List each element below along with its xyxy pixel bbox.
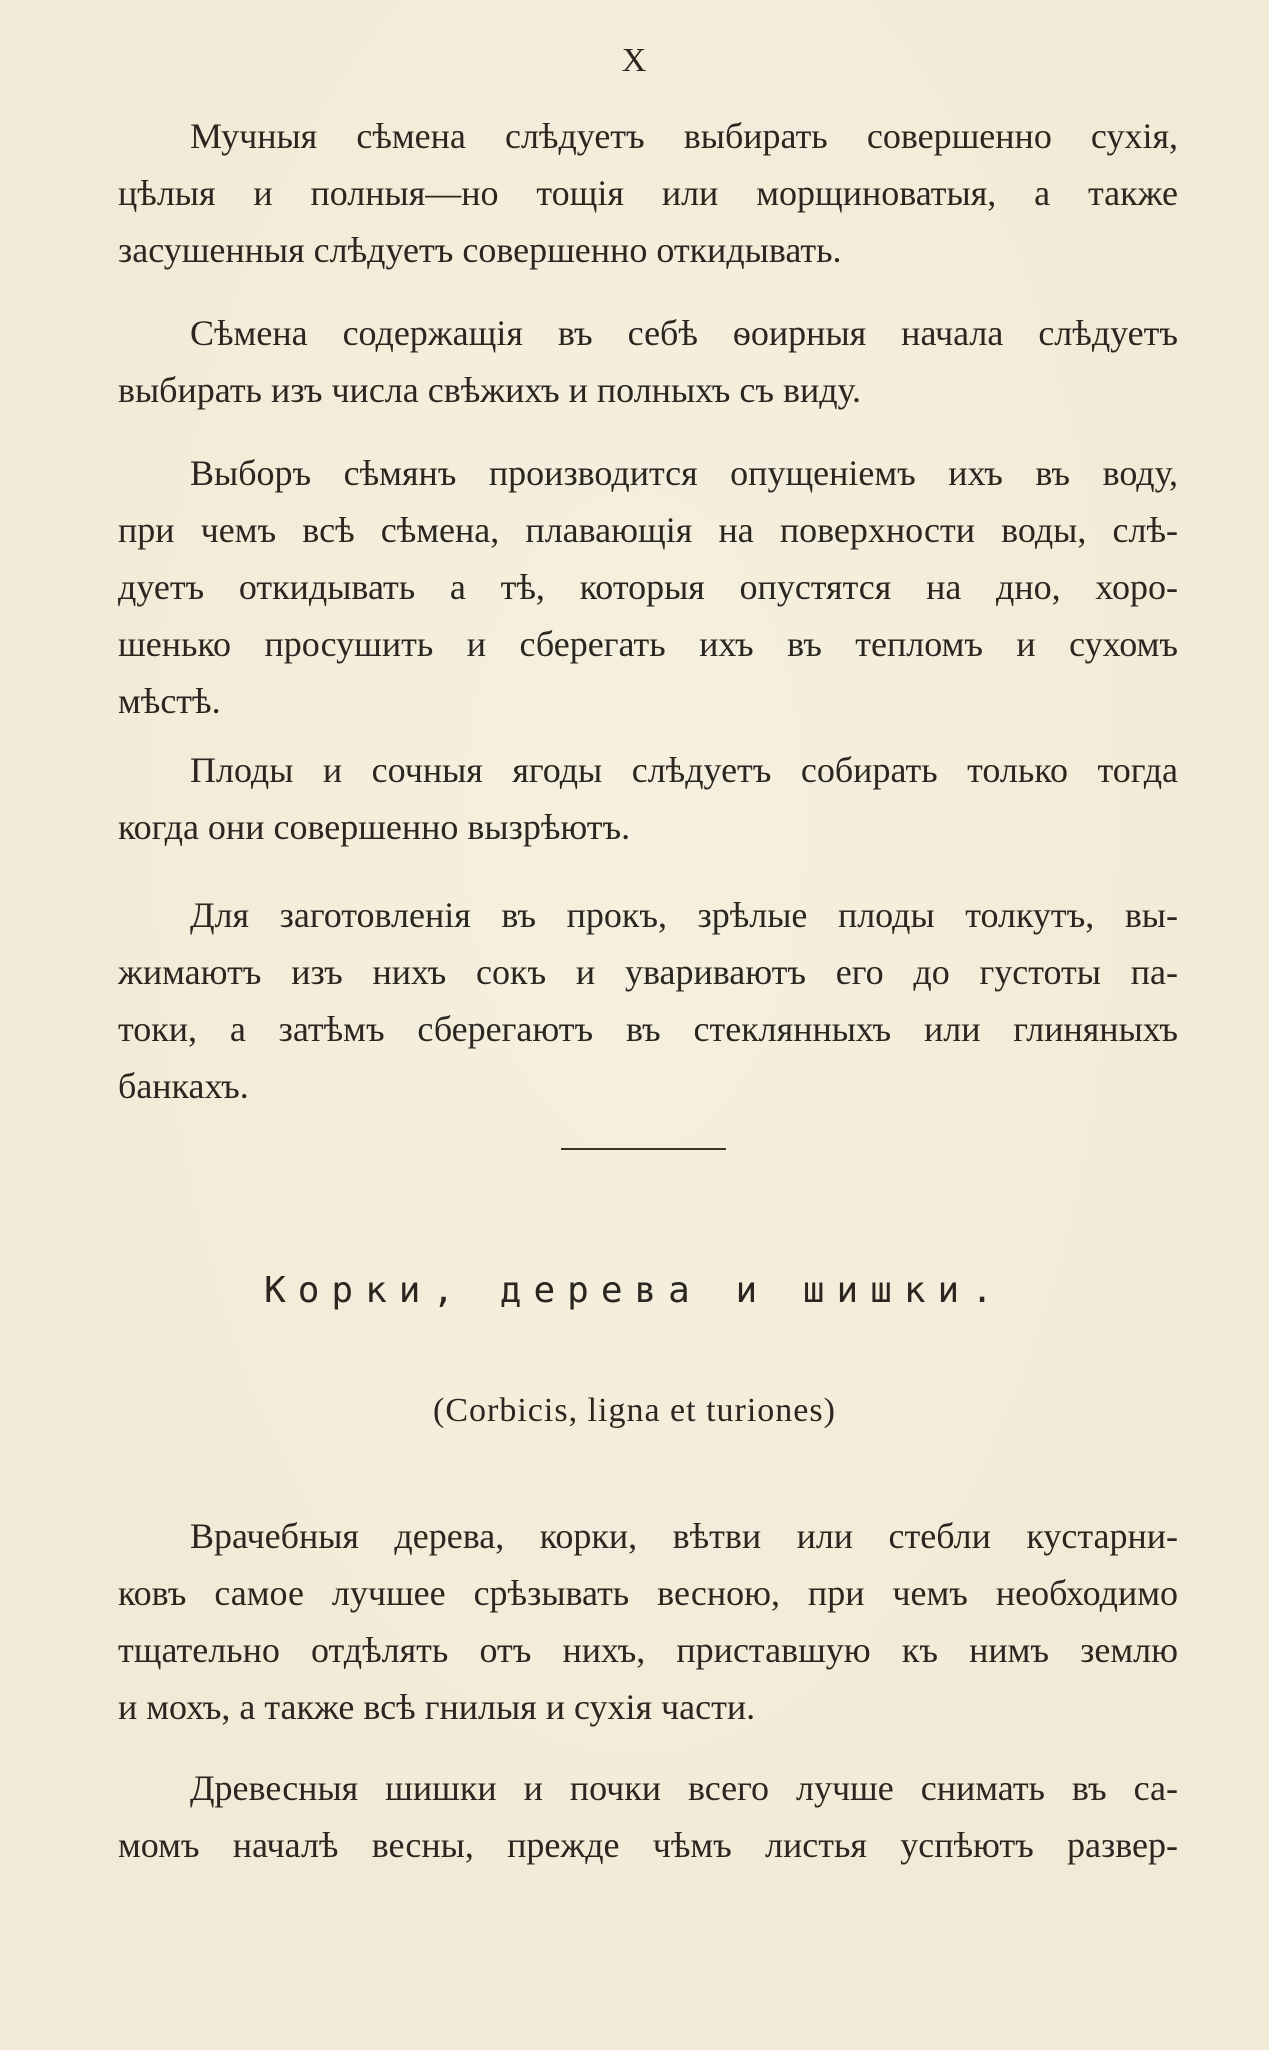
paragraph-bark-cutting [118, 1508, 1178, 1736]
text-line: засушенныя слѣдуетъ совершенно откидывать. [118, 230, 842, 270]
paragraph-seed-selection [118, 445, 1178, 730]
text-line: цѣлыя и полныя—но тощія или морщиноватыя, а также [118, 173, 1178, 213]
section-divider [561, 1148, 726, 1150]
text-line: мѣстѣ. [118, 681, 221, 721]
text-line: Мучныя сѣмена слѣдуетъ выбирать совершенно сухія, [190, 116, 1178, 156]
text-line: Врачебныя дерева, корки, вѣтви или стебли кустарни- [190, 1516, 1178, 1556]
text-line: жимаютъ изъ нихъ сокъ и увариваютъ его до густоты па- [118, 952, 1178, 992]
text-line: банкахъ. [118, 1066, 249, 1106]
text-line: токи, а затѣмъ сберегаютъ въ стеклянныхъ или глиняныхъ [118, 1009, 1178, 1049]
text-line: тщательно отдѣлять отъ нихъ, приставшую къ нимъ землю [118, 1630, 1178, 1670]
paragraph-ethereal-seeds [118, 305, 1178, 419]
text-line: когда они совершенно вызрѣютъ. [118, 807, 631, 847]
paragraph-buds [118, 1760, 1178, 1874]
text-line: ковъ самое лучшее срѣзывать весною, при чемъ необходимо [118, 1573, 1178, 1613]
section-title: Корки, дерева и шишки. [264, 1270, 1005, 1311]
text-line: шенько просушить и сберегать ихъ въ тепломъ и сухомъ [118, 624, 1178, 664]
paragraph-preserving [118, 887, 1178, 1115]
text-line: выбирать изъ числа свѣжихъ и полныхъ съ виду. [118, 370, 861, 410]
page-number: X [621, 42, 648, 79]
text-line: Плоды и сочныя ягоды слѣдуетъ собирать только тогда [190, 750, 1178, 790]
text-line: при чемъ всѣ сѣмена, плавающія на поверхности воды, слѣ- [118, 510, 1178, 550]
text-line: Выборъ сѣмянъ производится опущеніемъ ихъ въ воду, [190, 453, 1178, 493]
text-line: Для заготовленія въ прокъ, зрѣлые плоды толкутъ, вы- [190, 895, 1178, 935]
text-line: дуетъ откидывать а тѣ, которыя опустятся на дно, хоро- [118, 567, 1178, 607]
text-line: момъ началѣ весны, прежде чѣмъ листья успѣютъ развер- [118, 1825, 1178, 1865]
paragraph-flour-seeds [118, 108, 1178, 279]
latin-subtitle: (Corbicis, ligna et turiones) [433, 1392, 836, 1429]
paragraph-fruits-berries [118, 742, 1178, 856]
text-line: и мохъ, а также всѣ гнилыя и сухія части. [118, 1687, 756, 1727]
text-line: Сѣмена содержащія въ себѣ ѳоирныя начала слѣдуетъ [190, 313, 1178, 353]
text-line: Древесныя шишки и почки всего лучше снимать въ са- [190, 1768, 1178, 1808]
